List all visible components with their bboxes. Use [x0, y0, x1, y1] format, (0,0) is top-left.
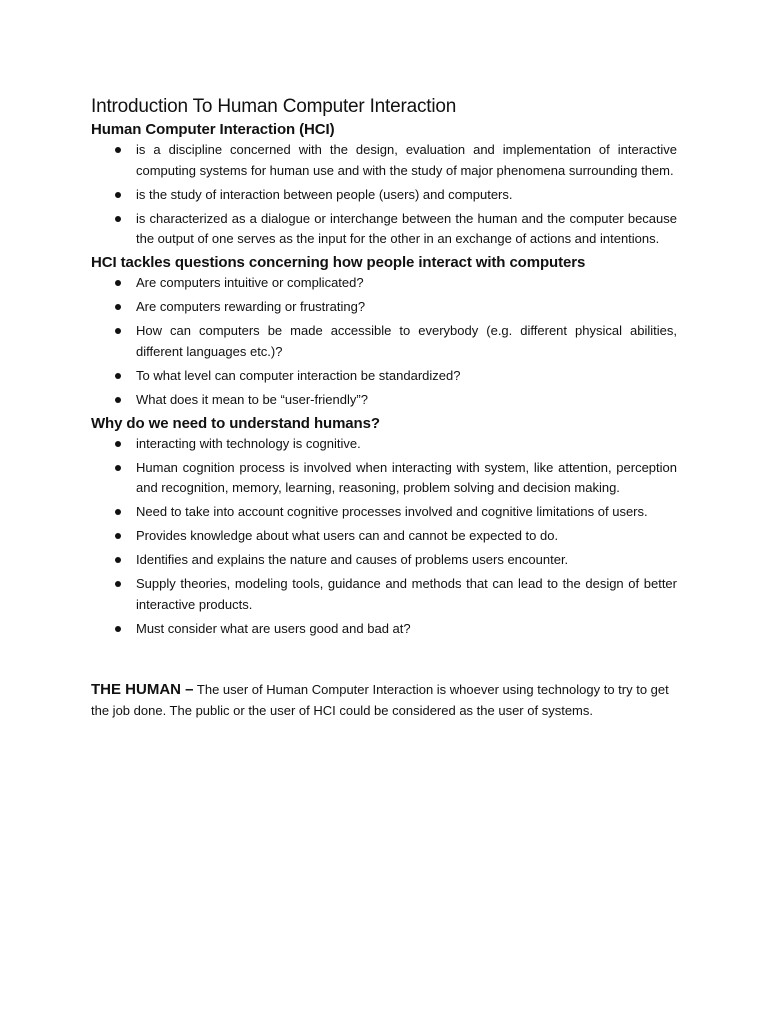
bullet-icon [115, 328, 121, 334]
list-item-text: To what level can computer interaction be standardized? [136, 367, 461, 383]
list-item [91, 209, 677, 250]
list-item [91, 458, 677, 499]
list-item [91, 297, 677, 318]
list-item [91, 321, 677, 362]
list-item-text: is a discipline concerned with the design, evaluation and implementation of interactive computing systems for human use and with the study of major phenomena surrounding them. [136, 142, 677, 178]
bullet-icon [115, 533, 121, 539]
list-item [91, 502, 677, 523]
list-item-text: Supply theories, modeling tools, guidance and methods that can lead to the design of better interactive products. [136, 576, 677, 612]
bullet-icon [115, 557, 121, 563]
section-heading-hci: Human Computer Interaction (HCI) [91, 121, 335, 138]
bullet-icon [115, 441, 121, 447]
section-heading-questions: HCI tackles questions concerning how people interact with computers [91, 254, 586, 271]
bullet-icon [115, 280, 121, 286]
bullet-icon [115, 397, 121, 403]
list-item-text: Provides knowledge about what users can and cannot be expected to do. [136, 528, 559, 543]
bullet-icon [115, 465, 121, 471]
list-item [91, 550, 677, 571]
list-item [91, 366, 677, 387]
bullet-icon [115, 216, 121, 222]
bullet-icon [115, 147, 121, 153]
list-item-text: Are computers intuitive or complicated? [136, 275, 364, 290]
list-item-text: How can computers be made accessible to everybody (e.g. different physical abilities, different languages etc.)? [136, 323, 677, 359]
list-item-text: Need to take into account cognitive processes involved and cognitive limitations of users. [136, 504, 648, 519]
section-heading-humans: Why do we need to understand humans? [91, 414, 380, 432]
list-item [91, 434, 677, 455]
list-item [91, 526, 677, 547]
bullet-icon [115, 509, 121, 515]
list-item [91, 619, 677, 640]
the-human-paragraph [91, 679, 677, 721]
list-item-text: Human cognition process is involved when interacting with system, like attention, perception and recognition, memory, learning, reasoning, problem solving and decision making. [136, 459, 677, 495]
the-human-lead: THE HUMAN – [91, 681, 194, 698]
the-human-text: The user of Human Computer Interaction is whoever using technology to try to get the job done. The public or the user of HCI could be considered as the user of systems. [91, 682, 669, 718]
list-item [91, 390, 677, 411]
list-item [91, 273, 677, 294]
list-item-text: Are computers rewarding or frustrating? [136, 299, 366, 314]
bullet-icon [115, 304, 121, 310]
list-item [91, 574, 677, 615]
list-item-text: What does it mean to be “user-friendly”? [136, 391, 368, 407]
list-item [91, 140, 677, 181]
list-item-text: Must consider what are users good and bad at? [136, 620, 411, 636]
list-item-text: interacting with technology is cognitive. [136, 435, 361, 451]
bullet-icon [115, 373, 121, 379]
bullet-icon [115, 581, 121, 587]
bullet-icon [115, 626, 121, 632]
document-content [91, 94, 677, 721]
questions-list [91, 273, 677, 410]
list-item-text: Identifies and explains the nature and causes of problems users encounter. [136, 552, 569, 567]
list-item [91, 185, 677, 206]
document-title: Introduction To Human Computer Interaction [91, 96, 457, 117]
bullet-icon [115, 192, 121, 198]
hci-definition-list [91, 140, 677, 250]
list-item-text: is characterized as a dialogue or interchange between the human and the computer because the output of one serves as the input for the other in an exchange of actions and intentions. [136, 210, 677, 246]
list-item-text: is the study of interaction between people (users) and computers. [136, 186, 513, 202]
humans-list [91, 434, 677, 640]
